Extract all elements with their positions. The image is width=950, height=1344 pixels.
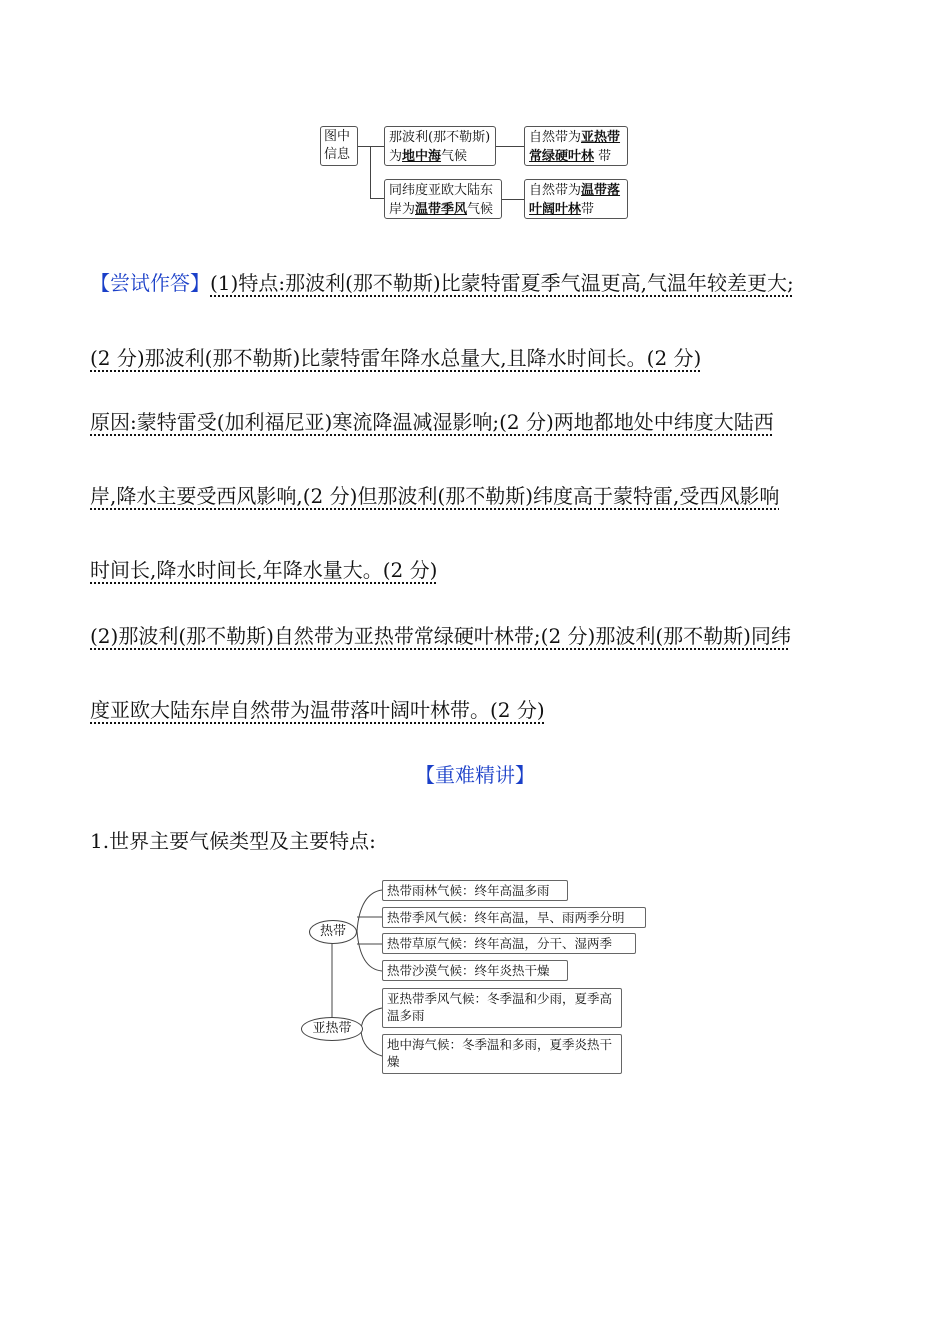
answer-text: (1)特点:那波利(那不勒斯)比蒙特雷夏季气温更高,气温年较差更大; xyxy=(210,271,794,295)
info-label: 图中信息 xyxy=(324,129,351,162)
box3-text: 同纬度亚欧大陆东岸为 xyxy=(389,183,494,217)
answer-text: 时间长,降水时间长,年降水量大。(2 分) xyxy=(90,558,438,582)
climate-item-text: 热带雨林气候：终年高温多雨 xyxy=(387,883,550,898)
box1-highlight: 地中海 xyxy=(402,149,442,164)
climate-item xyxy=(382,1034,622,1074)
answer-text: 度亚欧大陆东岸自然带为温带落叶阔叶林带。(2 分) xyxy=(90,698,545,722)
climate-item-text: 热带沙漠气候：终年炎热干燥 xyxy=(387,963,550,978)
box2-text: 自然带为 xyxy=(529,130,582,145)
answer-text: (2 分)那波利(那不勒斯)比蒙特雷年降水总量大,且降水时间长。(2 分) xyxy=(90,346,702,370)
box1-suffix: 气候 xyxy=(441,149,468,164)
climate-item xyxy=(382,907,646,928)
answer-tag: 【尝试作答】 xyxy=(90,271,210,295)
subtropical-label: 亚热带 xyxy=(312,1021,352,1036)
section-title: 1.世界主要气候类型及主要特点: xyxy=(90,829,376,853)
box3-suffix: 气候 xyxy=(467,202,494,217)
climate-item xyxy=(382,880,568,901)
climate-item xyxy=(382,933,636,954)
climate-item-text: 热带季风气候：终年高温，旱、雨两季分明 xyxy=(387,910,625,925)
box2-highlight: 亚热带常绿硬叶林 xyxy=(529,130,621,164)
climate-item-text: 热带草原气候：终年高温，分干、湿两季 xyxy=(387,936,613,951)
subtropical-node xyxy=(301,1017,363,1041)
climate-item-text: 亚热带季风气候：冬季温和少雨，夏季高温多雨 xyxy=(387,991,613,1023)
answer-text: 原因:蒙特雷受(加利福尼亚)寒流降温减湿影响;(2 分)两地都地处中纬度大陆西 xyxy=(90,410,774,434)
answer-text: 岸,降水主要受西风影响,(2 分)但那波利(那不勒斯)纬度高于蒙特雷,受西风影响 xyxy=(90,484,780,508)
box4-highlight: 温带落叶阔叶林 xyxy=(529,183,621,217)
climate-item xyxy=(382,988,622,1028)
box3-highlight: 温带季风 xyxy=(415,202,468,217)
section-heading: 【重难精讲】 xyxy=(415,763,535,787)
climate-item xyxy=(382,960,568,981)
tropical-label: 热带 xyxy=(319,924,346,939)
box4-suffix: 带 xyxy=(581,202,595,217)
climate-item-text: 地中海气候：冬季温和多雨，夏季炎热干燥 xyxy=(387,1037,613,1069)
box2-suffix: 带 xyxy=(594,149,612,164)
tropical-node xyxy=(309,920,357,944)
box1-text: 那波利(那不勒斯)为 xyxy=(389,130,491,164)
box4-text: 自然带为 xyxy=(529,183,582,198)
answer-text: (2)那波利(那不勒斯)自然带为亚热带常绿硬叶林带;(2 分)那波利(那不勒斯)同纬 xyxy=(90,624,791,648)
